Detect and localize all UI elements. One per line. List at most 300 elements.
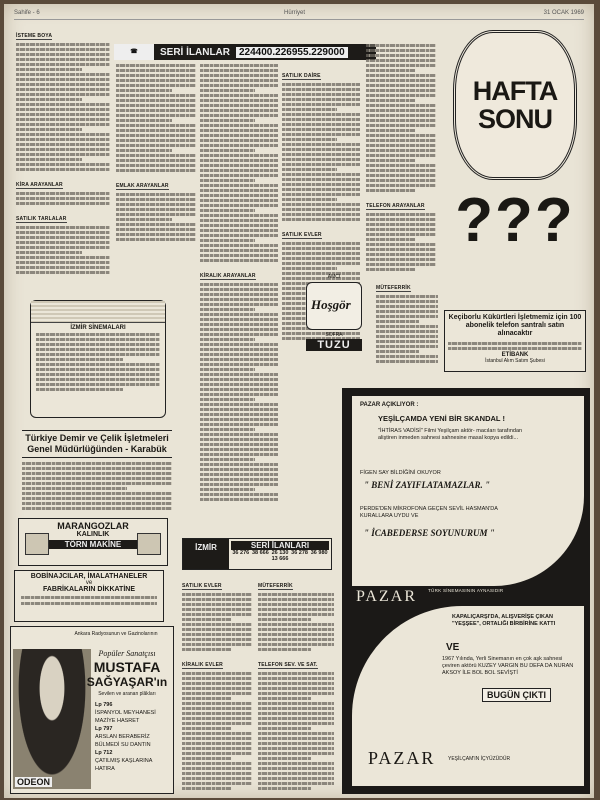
machine-icon	[25, 533, 49, 555]
text-line	[200, 84, 278, 87]
salt-shaker-icon	[306, 282, 362, 330]
text-line	[200, 159, 278, 162]
text-line	[182, 687, 252, 690]
text-line	[116, 114, 196, 117]
text-line	[258, 707, 334, 710]
text-line	[116, 149, 172, 152]
text-line	[258, 732, 334, 735]
text-line	[200, 234, 278, 237]
text-line	[258, 742, 334, 745]
text-line	[182, 598, 252, 601]
kapalicarsi-text: KAPALIÇARŞI'DA, ALIŞVERİŞE ÇIKAN "YEŞŞEE", ORTALIĞI BİRBİRİNE KATTI	[452, 614, 556, 627]
song-title: BÜLMEDİ SU DANTIN	[95, 742, 151, 748]
text-line	[116, 69, 196, 72]
text-line	[22, 497, 172, 500]
text-line	[366, 74, 436, 77]
text-line	[16, 113, 110, 116]
text-line	[16, 163, 110, 166]
song-title: MAZİYE HASRET	[95, 718, 140, 724]
text-line	[366, 213, 436, 216]
classified-column-5	[366, 44, 436, 274]
text-line	[36, 378, 160, 381]
text-line	[16, 123, 110, 126]
machine-icon	[137, 533, 161, 555]
demir-celik-title: Türkiye Demir ve Çelik İşletmeleri Genel Müdürlüğünden - Karabük	[22, 430, 172, 458]
text-line	[366, 263, 436, 266]
text-line	[116, 228, 196, 231]
classified-text-block	[258, 672, 334, 790]
phone-number: 38 666	[251, 550, 269, 556]
text-line	[182, 767, 252, 770]
text-line	[16, 168, 110, 171]
classified-text-block	[258, 593, 334, 651]
text-line	[366, 154, 436, 157]
text-line	[366, 248, 436, 251]
text-line	[258, 692, 334, 695]
record-item	[95, 749, 173, 773]
text-line	[200, 64, 278, 67]
text-line	[376, 325, 438, 328]
ad-panel-top	[352, 396, 584, 586]
text-line	[366, 129, 415, 132]
text-line	[116, 84, 196, 87]
text-line	[182, 623, 252, 626]
cinema-listings	[31, 333, 165, 391]
text-line	[116, 134, 196, 137]
text-line	[366, 149, 436, 152]
text-line	[200, 219, 278, 222]
text-line	[200, 164, 278, 167]
classified-text-block	[366, 44, 436, 192]
pazar-intro: PAZAR AÇIKLIYOR :	[360, 402, 419, 408]
izmir-classified-col-2	[258, 574, 334, 794]
text-line	[200, 179, 255, 182]
text-line	[376, 340, 438, 343]
ve-text: ve	[85, 580, 93, 586]
seri-ilanlari-label: SERİ İLANLARI	[231, 541, 329, 550]
text-line	[182, 638, 252, 641]
demir-celik-notice	[22, 430, 172, 514]
yesilcam-tagline: YEŞİLÇAM'IN İÇYÜZÜDÜR	[448, 756, 511, 762]
text-line	[258, 638, 334, 641]
text-line	[258, 682, 334, 685]
text-line	[258, 717, 334, 720]
curtain-ornament	[31, 301, 165, 323]
text-line	[200, 493, 278, 496]
text-line	[182, 697, 231, 700]
text-line	[36, 363, 160, 366]
text-line	[258, 598, 334, 601]
text-line	[282, 173, 360, 176]
text-line	[116, 144, 196, 147]
record-item	[95, 701, 173, 725]
classified-text-block	[182, 672, 252, 790]
text-line	[116, 208, 196, 211]
text-line	[282, 88, 360, 91]
text-line	[200, 303, 278, 306]
text-line	[200, 99, 278, 102]
phone-number: 36 980	[310, 550, 328, 556]
text-line	[116, 79, 196, 82]
text-line	[16, 83, 110, 86]
text-line	[36, 368, 160, 371]
text-line	[366, 233, 436, 236]
phone-icon: ☎	[114, 44, 154, 60]
phone-number: 26 130	[271, 550, 289, 556]
text-line	[16, 148, 110, 151]
text-line	[366, 159, 415, 162]
text-line	[116, 164, 196, 167]
text-line	[36, 343, 160, 346]
text-line	[200, 69, 278, 72]
text-line	[366, 44, 436, 47]
text-line	[200, 109, 278, 112]
text-line	[258, 787, 311, 790]
text-line	[366, 253, 436, 256]
classified-text-block	[116, 64, 196, 172]
text-line	[182, 727, 231, 730]
section-heading: İSTEME BOYA	[16, 33, 53, 39]
text-line	[366, 258, 436, 261]
text-line	[282, 163, 360, 166]
text-line	[366, 243, 436, 246]
seri-ilanlar-banner	[114, 44, 376, 60]
text-line	[200, 413, 278, 416]
text-line	[22, 467, 172, 470]
text-line	[258, 623, 334, 626]
text-line	[36, 333, 160, 336]
izmir-sinemalari-ad	[30, 300, 166, 418]
section-heading: KİRA ARAYANLAR	[16, 182, 63, 188]
song-title: HATIRA	[95, 766, 115, 772]
text-line	[258, 772, 334, 775]
text-line	[182, 672, 252, 675]
text-line	[22, 472, 172, 475]
record-number: Lp 712	[95, 750, 113, 756]
film-text: "İHTİRAS VADİSİ" Filmi Yeşilçam aktör- macıları tarafından aliştiren inmeden sahnesi sahnesine masal kopya edildi...	[378, 428, 523, 441]
text-line	[22, 502, 172, 505]
text-line	[200, 388, 278, 391]
record-list	[95, 701, 173, 773]
text-line	[200, 328, 278, 331]
etibank-label: ETİBANK	[501, 352, 529, 358]
text-line	[366, 99, 415, 102]
text-line	[16, 197, 110, 200]
text-line	[282, 218, 360, 221]
section-heading: MÜTEFERRİK	[258, 583, 293, 589]
text-line	[258, 608, 334, 611]
mustafa-sagyasar-ad	[10, 626, 174, 794]
text-line	[36, 338, 160, 341]
radio-intro: Ankara Radyosunun ve Gazinolarının	[74, 631, 158, 637]
text-line	[258, 762, 334, 765]
hafta-sonu-ad	[444, 26, 586, 304]
text-line	[182, 628, 252, 631]
sonu-title: SONU	[477, 104, 552, 134]
text-line	[182, 643, 252, 646]
text-line	[200, 353, 278, 356]
text-line	[16, 241, 110, 244]
text-line	[200, 468, 278, 471]
text-line	[366, 134, 436, 137]
text-line	[200, 174, 278, 177]
marangozlar-ad	[18, 518, 168, 566]
text-line	[16, 138, 110, 141]
text-line	[200, 288, 278, 291]
text-line	[22, 487, 127, 490]
ad-kind: SOFRA	[325, 332, 343, 338]
text-line	[200, 363, 278, 366]
section-heading: SATILIK EVLER	[182, 583, 222, 589]
text-line	[200, 298, 278, 301]
classified-text-block	[16, 192, 110, 205]
classified-text-block	[116, 193, 196, 241]
text-line	[200, 458, 255, 461]
text-line	[200, 199, 278, 202]
text-line	[16, 231, 110, 234]
text-line	[258, 727, 311, 730]
tuzu-label: TUZU	[306, 339, 362, 351]
text-line	[182, 677, 252, 680]
text-line	[200, 368, 255, 371]
text-line	[258, 702, 334, 705]
record-item	[95, 725, 173, 749]
text-line	[182, 757, 231, 760]
text-line	[200, 423, 278, 426]
text-line	[22, 477, 172, 480]
text-line	[116, 99, 196, 102]
text-line	[366, 54, 436, 57]
banner-phones: 224400.226955.229000	[236, 47, 348, 58]
classified-text-block	[366, 213, 436, 271]
text-line	[116, 64, 196, 67]
text-line	[282, 242, 360, 245]
odeon-logo: ODEON	[17, 777, 51, 787]
text-line	[200, 478, 278, 481]
section-heading: SATILIK TARLALAR	[16, 216, 67, 222]
text-line	[282, 113, 360, 116]
text-line	[182, 712, 252, 715]
torn-makine-label: TÖRN MAKİNE	[49, 540, 137, 549]
text-line	[200, 74, 278, 77]
text-line	[200, 418, 278, 421]
text-line	[258, 613, 334, 616]
classified-text-block	[16, 43, 110, 171]
text-line	[200, 244, 278, 247]
text-line	[200, 378, 278, 381]
text-line	[200, 323, 278, 326]
text-line	[36, 383, 160, 386]
izmir-seri-content	[229, 539, 331, 569]
phone-number: 36 278	[291, 550, 308, 556]
notice-text	[22, 462, 172, 510]
text-line	[258, 722, 334, 725]
text-line	[16, 118, 110, 121]
text-line	[200, 463, 278, 466]
text-line	[200, 239, 255, 242]
text-line	[376, 345, 438, 348]
text-line	[200, 169, 278, 172]
classified-text-block	[200, 283, 278, 501]
text-line	[376, 315, 438, 318]
hosgor-salt-ad	[300, 274, 368, 366]
text-line	[200, 448, 278, 451]
newspaper-page	[4, 4, 594, 798]
text-line	[116, 203, 196, 206]
singer-name: MUSTAFA	[93, 659, 161, 675]
text-line	[16, 88, 110, 91]
text-line	[366, 89, 436, 92]
text-line	[366, 59, 436, 62]
ad-body-line	[448, 342, 582, 345]
text-line	[282, 193, 360, 196]
izmir-label: İZMİR	[183, 539, 229, 569]
singer-surname: SAĞYAŞAR'ın	[86, 675, 168, 689]
text-line	[366, 268, 415, 271]
text-line	[376, 360, 438, 363]
text-line	[116, 198, 196, 201]
text-line	[182, 762, 252, 765]
text-line	[16, 246, 110, 249]
text-line	[282, 153, 360, 156]
text-line	[258, 628, 334, 631]
text-line	[200, 204, 278, 207]
text-line	[16, 63, 110, 66]
text-line	[16, 68, 82, 71]
text-line	[182, 702, 252, 705]
text-line	[258, 593, 334, 596]
hosgor-brand: Hoşgör	[311, 297, 351, 312]
text-line	[366, 114, 436, 117]
classified-column-5b	[376, 276, 438, 376]
text-line	[16, 202, 110, 205]
text-line	[200, 144, 278, 147]
marangozlar-heading: MARANGOZLAR	[57, 521, 129, 531]
text-line	[282, 188, 360, 191]
text-line	[16, 143, 110, 146]
pazar-magazine-ad	[342, 388, 590, 794]
text-line	[200, 498, 278, 501]
section-heading: TELEFON SEV. VE SAT.	[258, 662, 318, 668]
text-line	[36, 358, 123, 361]
text-line	[200, 129, 278, 132]
text-line	[16, 53, 110, 56]
text-line	[366, 109, 436, 112]
quote-soyunurum: " İCABEDERSE SOYUNURUM "	[364, 528, 495, 538]
izmir-seri-banner	[182, 538, 332, 570]
text-line	[376, 310, 438, 313]
text-line	[366, 94, 436, 97]
text-line	[200, 94, 278, 97]
text-line	[258, 643, 334, 646]
text-line	[366, 84, 436, 87]
text-line	[200, 124, 278, 127]
text-line	[282, 267, 337, 270]
text-line	[200, 114, 278, 117]
yerli-sinema-text: 1967 Yılında, Yerli Sinemanın en çok aşk sahnesi çeviren aktörü KUZEY VARGIN BU DEFA DA NURAN AKSOY İLE BOL BOL SEVİŞTİ	[442, 656, 574, 676]
text-line	[366, 169, 436, 172]
text-line	[116, 89, 172, 92]
phone-number: 36 276	[232, 550, 250, 556]
text-line	[282, 158, 360, 161]
text-line	[182, 593, 252, 596]
text-line	[200, 433, 278, 436]
paper-name: Hürriyet	[284, 10, 306, 16]
text-line	[16, 266, 110, 269]
text-line	[16, 236, 110, 239]
text-line	[22, 482, 172, 485]
text-line	[366, 164, 436, 167]
text-line	[200, 104, 278, 107]
text-line	[16, 271, 110, 274]
text-line	[116, 154, 196, 157]
section-heading: EMLAK ARAYANLAR	[116, 183, 169, 189]
text-line	[258, 697, 311, 700]
popular-artist: Popüler Sanatçısı	[98, 649, 156, 658]
text-line	[182, 618, 231, 621]
section-heading: TELEFON ARAYANLAR	[366, 203, 425, 209]
text-line	[182, 782, 252, 785]
text-line	[200, 229, 278, 232]
text-line	[366, 223, 436, 226]
bugun-cikti-badge: BUGÜN ÇIKTI	[482, 688, 551, 702]
text-line	[366, 179, 436, 182]
text-line	[200, 383, 278, 386]
song-title: ARSLAN BERABERİZ	[95, 734, 150, 740]
text-line	[200, 224, 278, 227]
text-line	[258, 752, 334, 755]
text-line	[282, 133, 360, 136]
text-line	[116, 139, 196, 142]
text-line	[282, 257, 360, 260]
text-line	[116, 94, 196, 97]
ve-text: VE	[446, 642, 460, 653]
singer-photo	[13, 649, 91, 789]
text-line	[200, 393, 278, 396]
text-line	[182, 692, 252, 695]
text-line	[282, 198, 337, 201]
text-line	[200, 189, 278, 192]
text-line	[200, 89, 255, 92]
classified-text-block	[200, 64, 278, 262]
text-line	[200, 119, 255, 122]
text-line	[182, 613, 252, 616]
section-heading: MÜTEFERRİK	[376, 285, 411, 291]
text-line	[182, 777, 252, 780]
text-line	[258, 712, 334, 715]
text-line	[366, 64, 436, 67]
text-line	[200, 149, 255, 152]
text-line	[282, 252, 360, 255]
text-line	[200, 438, 278, 441]
text-line	[22, 492, 172, 495]
text-line	[116, 109, 196, 112]
text-line	[258, 777, 334, 780]
text-line	[200, 483, 278, 486]
text-line	[200, 283, 278, 286]
text-line	[200, 209, 255, 212]
text-line	[182, 717, 252, 720]
text-line	[116, 223, 196, 226]
text-line	[16, 133, 110, 136]
quote-zayiflatamazlar: " BENİ ZAYIFLATAMAZLAR. "	[364, 480, 491, 490]
text-line	[366, 49, 436, 52]
text-line	[200, 318, 278, 321]
text-line	[200, 259, 278, 262]
text-line	[282, 178, 360, 181]
text-line	[16, 73, 110, 76]
text-line	[282, 98, 360, 101]
